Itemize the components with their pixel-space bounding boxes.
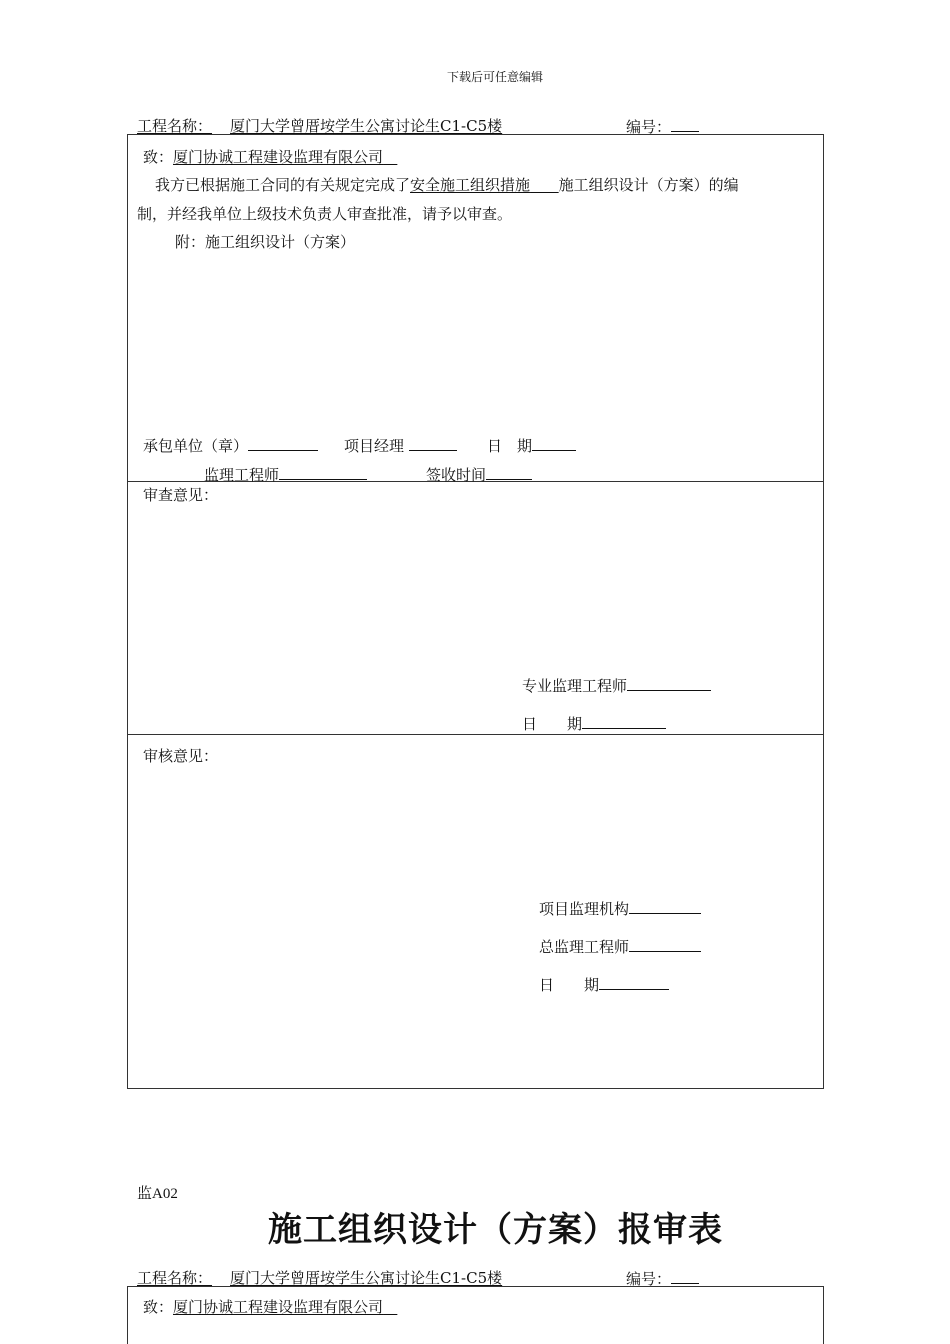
form-code: 监A02: [137, 1186, 178, 1202]
addressee-line: [143, 148, 397, 166]
project-name-line-2: [137, 1269, 597, 1287]
body-line-1: [155, 176, 739, 194]
audit-chief-blank: [629, 937, 701, 952]
pm-line: [344, 436, 457, 455]
to-company-2: 厦门协诚工程建设监理有限公司: [173, 1298, 384, 1316]
number-blank: [671, 117, 699, 132]
project-label: 工程名称：: [137, 117, 213, 135]
app-date-line: [487, 436, 576, 455]
attachment-line: 附：施工组织设计（方案）: [175, 233, 356, 251]
review-date-line: [522, 714, 666, 733]
review-opinion-label: 审查意见：: [143, 486, 219, 504]
supervisor-line: [204, 465, 367, 484]
audit-org-label: 项目监理机构: [539, 900, 630, 918]
review-engineer-blank: [627, 676, 711, 691]
pm-blank: [409, 436, 457, 451]
body-text-1: 我方已根据施工合同的有关规定完成了: [155, 176, 411, 194]
app-date-blank: [532, 436, 576, 451]
audit-date-blank: [599, 975, 669, 990]
review-engineer-line: [522, 676, 711, 695]
form-title: 施工组织设计（方案）报审表: [268, 1210, 723, 1250]
receipt-line: [426, 465, 532, 484]
body-text-2: 施工组织设计（方案）的编: [558, 176, 739, 194]
number-label: 编号：: [626, 118, 672, 136]
supervisor-blank: [279, 465, 367, 480]
review-date-blank: [582, 714, 666, 729]
project-name-line: [137, 117, 597, 135]
receipt-blank: [486, 465, 532, 480]
download-note: 下载后可任意编辑: [447, 70, 544, 84]
to-company: 厦门协诚工程建设监理有限公司: [173, 148, 384, 166]
audit-chief-line: [539, 937, 701, 956]
to-label: 致：: [143, 148, 174, 166]
project-label-2: 工程名称：: [137, 1269, 213, 1287]
divider-2: [127, 734, 824, 735]
contractor-label: 承包单位（章）: [143, 437, 249, 455]
app-date-label: 日 期: [487, 437, 533, 455]
receipt-label: 签收时间: [426, 466, 487, 484]
audit-chief-label: 总监理工程师: [539, 938, 630, 956]
project-name-2: 厦门大学曾厝垵学生公寓讨论生C1-C5楼: [230, 1269, 503, 1287]
review-engineer-label: 专业监理工程师: [522, 677, 628, 695]
contractor-blank: [248, 436, 318, 451]
audit-org-line: [539, 899, 701, 918]
number-label-2: 编号：: [626, 1270, 672, 1288]
audit-org-blank: [629, 899, 701, 914]
audit-opinion-label: 审核意见：: [143, 747, 219, 765]
body-line-2: 制，并经我单位上级技术负责人审查批准，请予以审查。: [137, 205, 513, 223]
project-name: 厦门大学曾厝垵学生公寓讨论生C1-C5楼: [230, 117, 503, 135]
to-label-2: 致：: [143, 1298, 174, 1316]
number-blank-2: [671, 1269, 699, 1284]
review-date-label: 日 期: [522, 715, 583, 733]
supervisor-label: 监理工程师: [204, 466, 280, 484]
form-table: [127, 134, 824, 1089]
pm-label: 项目经理: [344, 437, 405, 455]
signature-line-1: [143, 436, 318, 455]
audit-date-label: 日 期: [539, 976, 600, 994]
body-fill: 安全施工组织措施: [410, 176, 531, 194]
audit-date-line: [539, 975, 669, 994]
addressee-line-2: [143, 1298, 397, 1316]
